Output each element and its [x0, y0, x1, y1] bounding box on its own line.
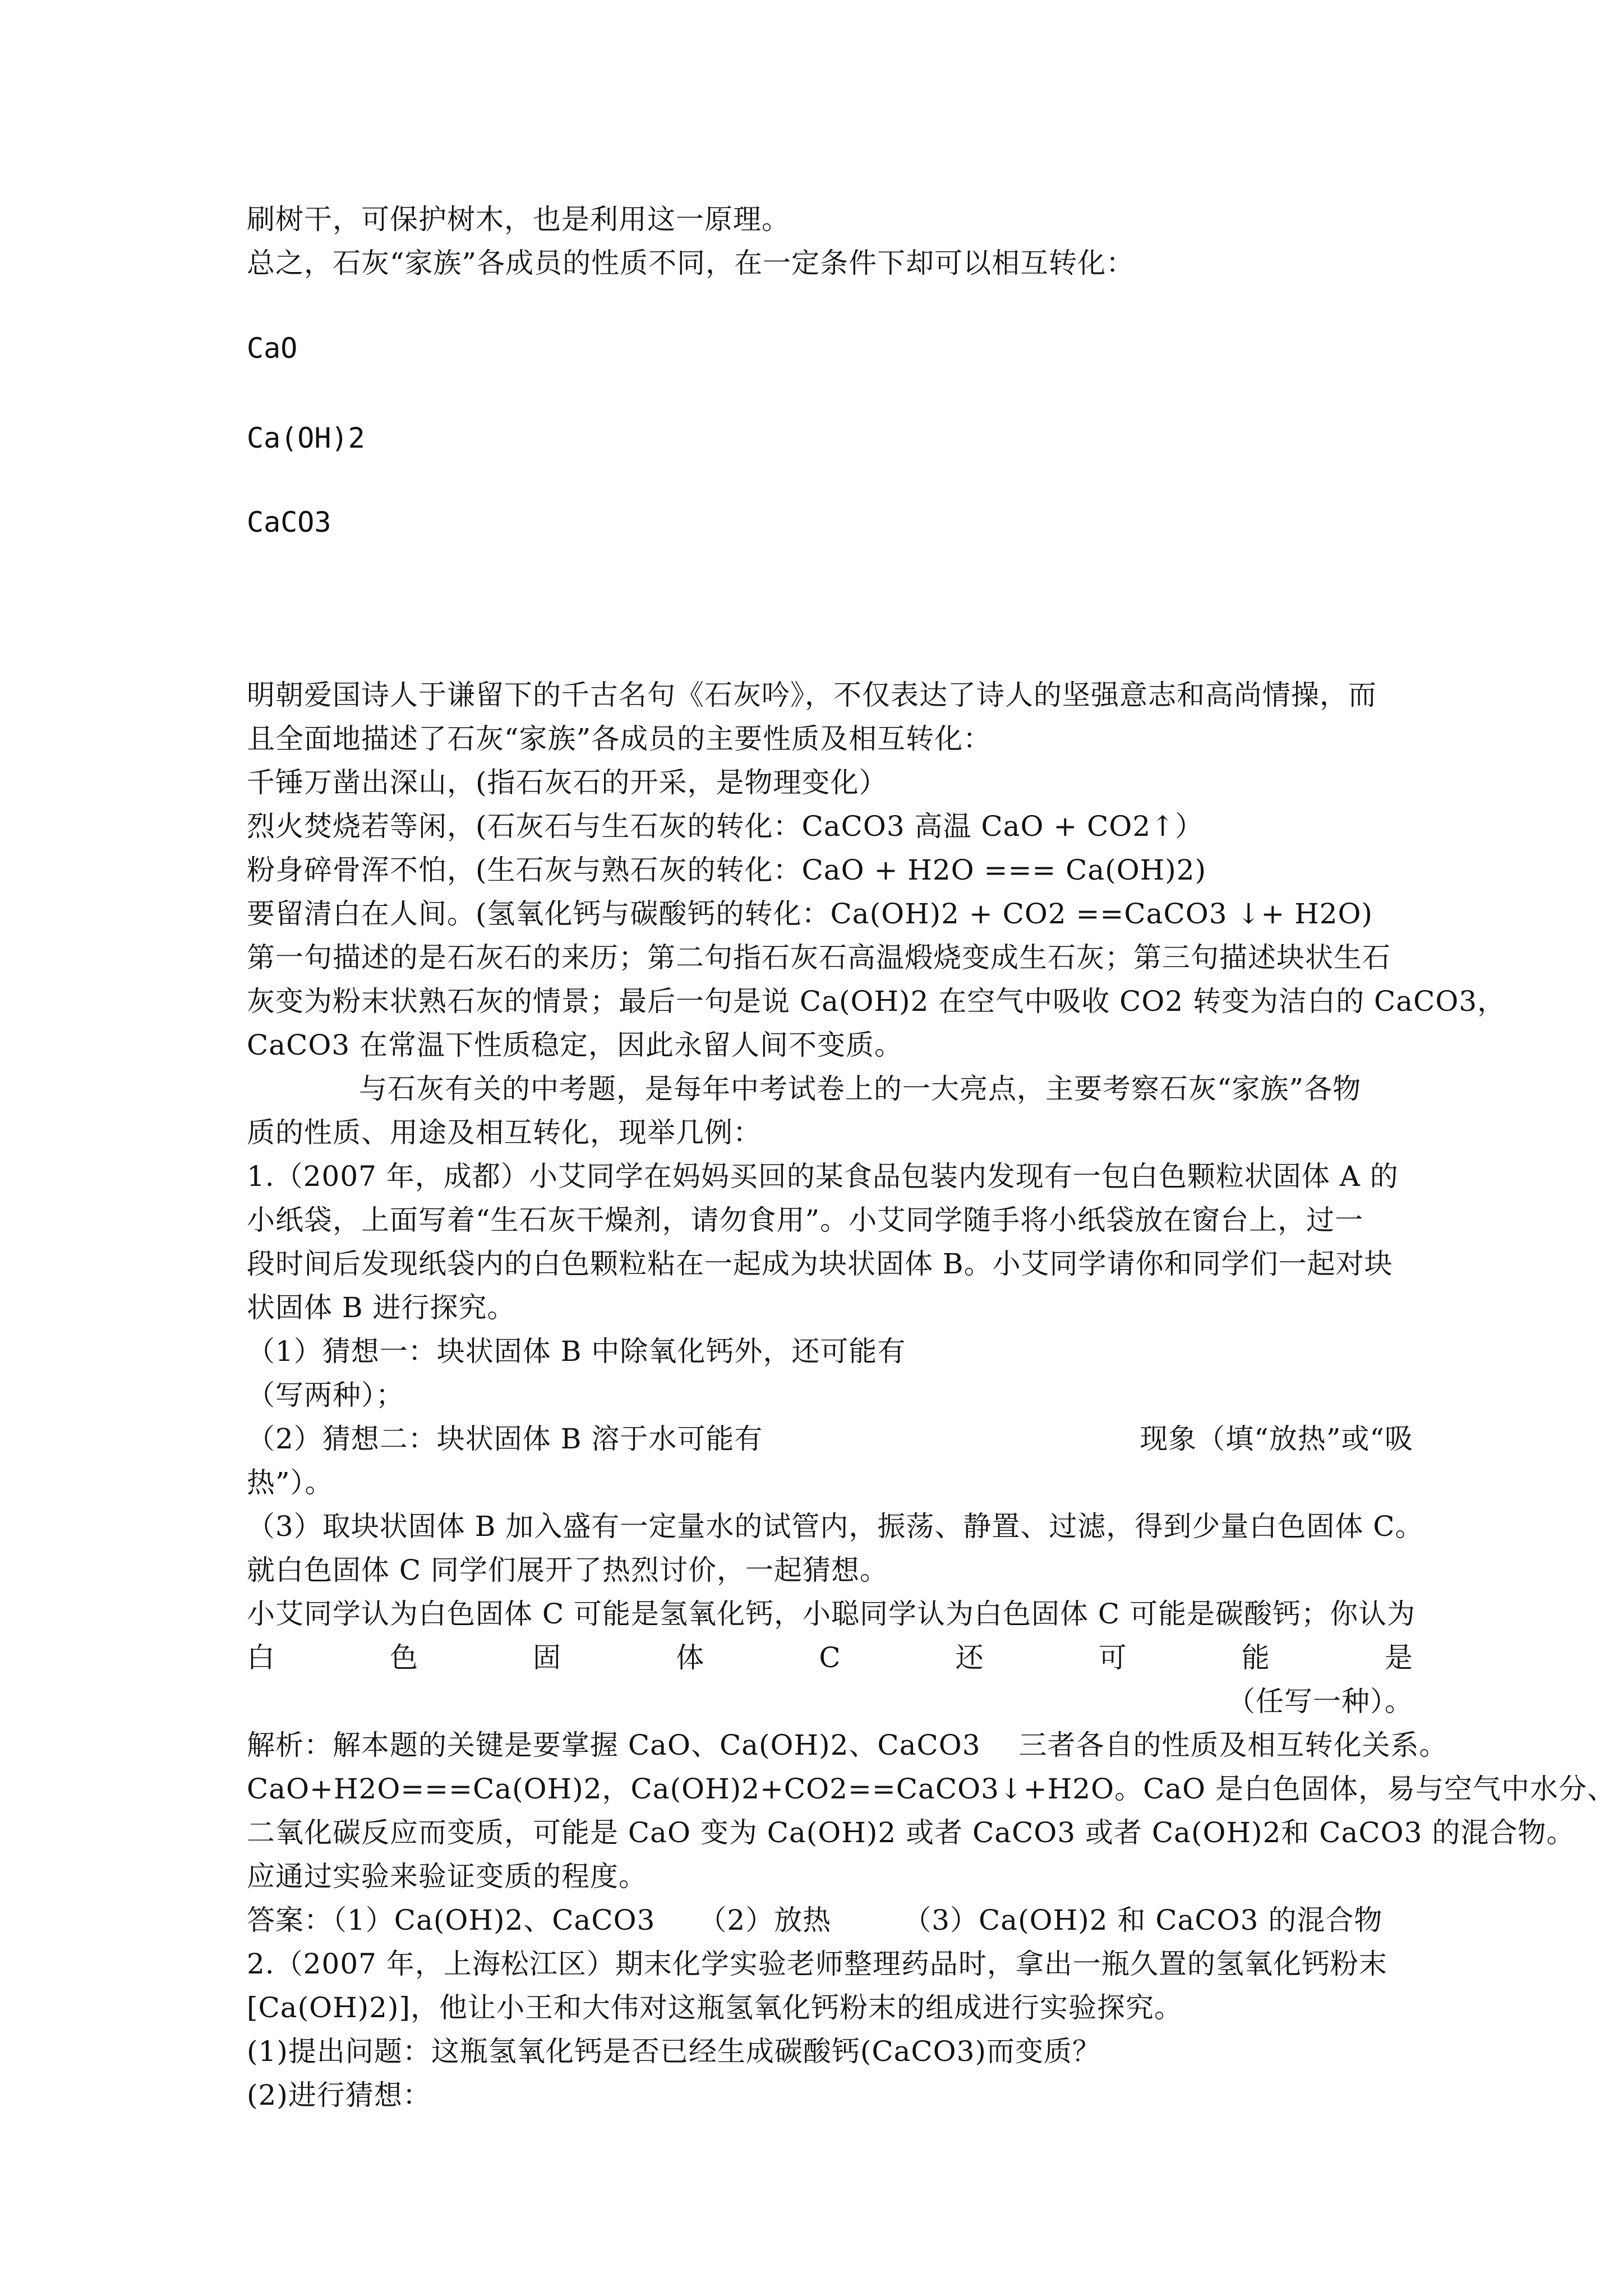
- question-1-sub-3-line-4: [247, 1636, 1413, 1680]
- spread-word: 色: [390, 1641, 419, 1674]
- diagram-caco3: CaCO3: [247, 506, 331, 539]
- spread-word: 是: [1384, 1641, 1413, 1674]
- question-1-sub-1-line-1: （1）猜想一：块状固体 B 中除氧化钙外，还可能有: [247, 1335, 906, 1368]
- paragraph-1-line-2: 且全面地描述了石灰“家族”各成员的主要性质及相互转化：: [247, 723, 992, 755]
- paragraph-3-line-2: 质的性质、用途及相互转化，现举几例：: [247, 1116, 762, 1149]
- analysis-line-1: 解析：解本题的关键是要掌握 CaO、Ca(OH)2、CaCO3 三者各自的性质及相互转化关系。: [247, 1729, 1448, 1761]
- spread-word: 体: [676, 1641, 705, 1674]
- question-1-sub-2-left: （2）猜想二：块状固体 B 溶于水可能有: [247, 1423, 763, 1455]
- poem-line-3: 粉身碎骨浑不怕，(生石灰与熟石灰的转化：CaO + H2O === Ca(OH)2): [247, 854, 1207, 886]
- body-text: [247, 673, 1616, 2117]
- analysis-line-3: 二氧化碳反应而变质，可能是 CaO 变为 Ca(OH)2 或者 CaCO3 或者 Ca(OH)2和 CaCO3 的混合物。: [247, 1816, 1575, 1849]
- intro-text: [247, 197, 1413, 285]
- question-1-sub-3-line-2: 就白色固体 C 同学们展开了热烈讨价，一起猜想。: [247, 1554, 889, 1586]
- poem-line-4: 要留清白在人间。(氢氧化钙与碳酸钙的转化：Ca(OH)2 + CO2 ==CaCO3 ↓+ H2O): [247, 898, 1373, 930]
- paragraph-1-line-1: 明朝爱国诗人于谦留下的千古名句《石灰吟》，不仅表达了诗人的坚强意志和高尚情操，而: [247, 679, 1377, 711]
- question-1-line-1: 1.（2007 年，成都）小艾同学在妈妈买回的某食品包装内发现有一包白色颗粒状固体 A 的: [247, 1160, 1399, 1193]
- paragraph-2-line-1: 第一句描述的是石灰石的来历；第二句指石灰石高温煅烧变成生石灰；第三句描述块状生石: [247, 941, 1391, 974]
- question-1-sub-1-line-2: （写两种）；: [247, 1379, 404, 1411]
- paragraph-3-line-1: 与石灰有关的中考题，是每年中考试卷上的一大亮点，主要考察石灰“家族”各物: [359, 1073, 1362, 1105]
- analysis-line-2: CaO+H2O===Ca(OH)2，Ca(OH)2+CO2==CaCO3↓+H2O。CaO 是白色固体，易与空气中水分、: [247, 1773, 1616, 1805]
- question-1-sub-2-line-1: [247, 1417, 1413, 1461]
- question-2-sub-2: (2)进行猜想：: [247, 2079, 431, 2111]
- spread-word: 白: [247, 1641, 275, 1674]
- spread-word: 可: [1098, 1641, 1127, 1674]
- question-1-sub-3-line-5: （任写一种）。: [1227, 1685, 1413, 1718]
- question-1-line-3: 段时间后发现纸袋内的白色颗粒粘在一起成为块状固体 B。小艾同学请你和同学们一起对块: [247, 1248, 1393, 1280]
- question-1-sub-2-line-2: 热”）。: [247, 1466, 334, 1499]
- question-2-line-1: 2.（2007 年，上海松江区）期末化学实验老师整理药品时，拿出一瓶久置的氢氧化钙粉末: [247, 1948, 1387, 1980]
- question-1-sub-3-line-1: （3）取块状固体 B 加入盛有一定量水的试管内，振荡、静置、过滤，得到少量白色固体 C。: [247, 1510, 1424, 1543]
- spread-word: 固: [533, 1641, 562, 1674]
- poem-line-2: 烈火焚烧若等闲，(石灰石与生石灰的转化：CaCO3 高温 CaO + CO2↑）: [247, 810, 1204, 843]
- question-1-sub-2-right: 现象（填“放热”或“吸: [1140, 1423, 1413, 1455]
- diagram-cao: CaO: [247, 332, 298, 365]
- question-1-line-2: 小纸袋，上面写着“生石灰干燥剂，请勿食用”。小艾同学随手将小纸袋放在窗台上，过一: [247, 1204, 1364, 1236]
- intro-line-2: 总之，石灰“家族”各成员的性质不同，在一定条件下却可以相互转化：: [247, 247, 1135, 279]
- answer-line: 答案：（1）Ca(OH)2、CaCO3 （2）放热 （3）Ca(OH)2 和 CaCO3 的混合物: [247, 1904, 1383, 1936]
- spread-word: 能: [1241, 1641, 1270, 1674]
- question-2-sub-1: (1)提出问题：这瓶氢氧化钙是否已经生成碳酸钙(CaCO3)而变质？: [247, 2035, 1101, 2068]
- poem-line-1: 千锤万凿出深山，(指石灰石的开采，是物理变化）: [247, 766, 888, 799]
- intro-line-1: 刷树干，可保护树木，也是利用这一原理。: [247, 203, 790, 236]
- analysis-line-4: 应通过实验来验证变质的程度。: [247, 1860, 647, 1893]
- question-1-line-4: 状固体 B 进行探究。: [247, 1291, 516, 1324]
- question-2-line-2: [Ca(OH)2)]，他让小王和大伟对这瓶氢氧化钙粉末的组成进行实验探究。: [247, 1991, 1183, 2024]
- diagram-caoh2: Ca(OH)2: [247, 422, 365, 454]
- paragraph-2-line-3: CaCO3 在常温下性质稳定，因此永留人间不变质。: [247, 1029, 903, 1061]
- spread-word: C: [819, 1641, 841, 1674]
- paragraph-2-line-2: 灰变为粉末状熟石灰的情景；最后一句是说 Ca(OH)2 在空气中吸收 CO2 转变为洁白的 CaCO3，: [247, 985, 1506, 1018]
- question-1-sub-3-line-3: 小艾同学认为白色固体 C 可能是氢氧化钙，小聪同学认为白色固体 C 可能是碳酸钙；你认为: [247, 1598, 1416, 1630]
- spread-word: 还: [955, 1641, 984, 1674]
